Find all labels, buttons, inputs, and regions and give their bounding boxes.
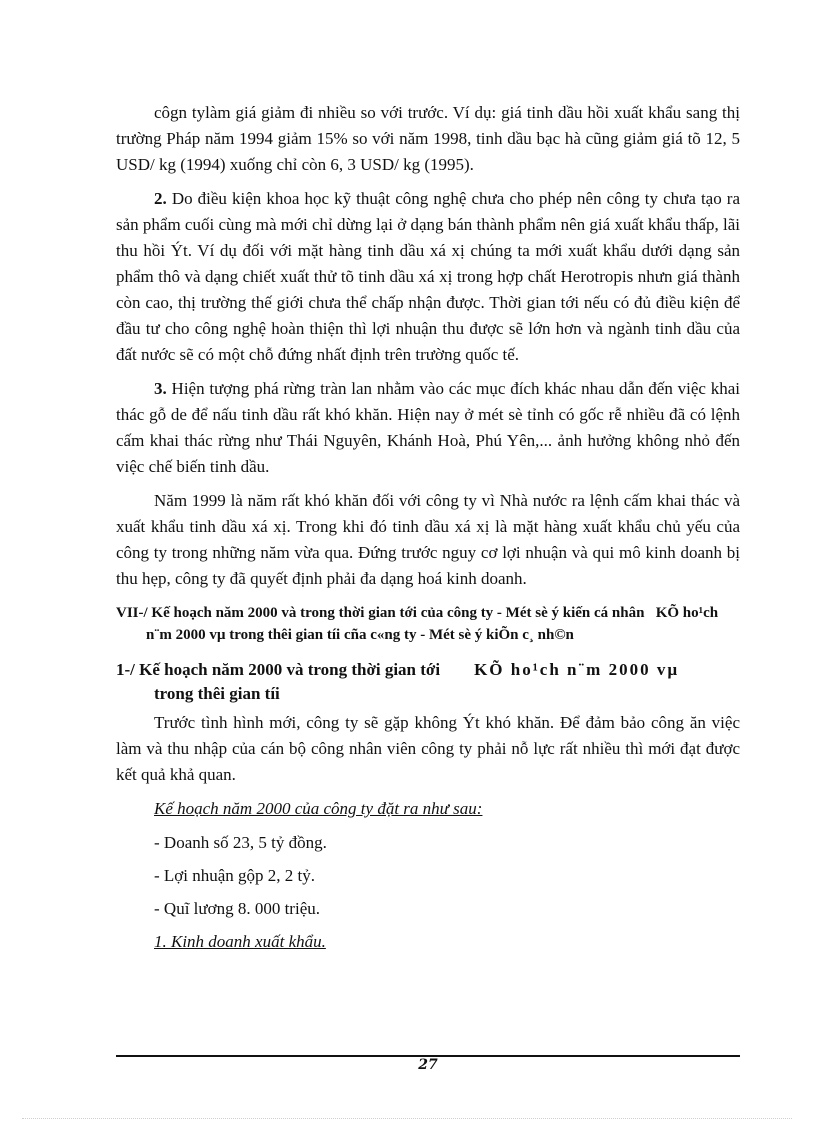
- section-7-title: VII-/ Kế hoạch năm 2000 và trong thời gian tới của công ty - Mét sè ý kiến cá nhân: [116, 605, 645, 621]
- paragraph-2: [116, 186, 740, 368]
- plan-item-profit: - Lợi nhuận gộp 2, 2 tỷ.: [154, 866, 316, 885]
- section-1-heading: [116, 658, 740, 706]
- section-1-title: 1-/ Kế hoạch năm 2000 và trong thời gian tới: [116, 660, 441, 679]
- paragraph-4: Năm 1999 là năm rất khó khăn đối với công ty vì Nhà nước ra lệnh cấm khai thác và xuất khẩu tinh dầu xá xị. Trong khi đó tinh dầu xá xị là mặt hàng xuất khẩu chủ yếu của công ty trong những năm vừa qua. Đứng trước nguy cơ lợi nhuận và qui mô kinh doanh bị thu hẹp, công ty đã quyết định phải đa dạng hoá kinh doanh.: [116, 491, 740, 588]
- paragraph-5: Trước tình hình mới, công ty sẽ gặp không Ýt khó khăn. Để đảm bảo công ăn việc làm và thu nhập của cán bộ công nhân viên công ty phải nỗ lực rất nhiều thì mới đạt được kết quả khả quan.: [116, 713, 740, 784]
- page-content: [116, 100, 740, 955]
- page-edge-dotted-line: [22, 1118, 792, 1119]
- paragraph-3-number: 3.: [154, 379, 167, 398]
- section-7-heading: [116, 602, 740, 646]
- paragraph-3-text: Hiện tượng phá rừng tràn lan nhằm vào các mục đích khác nhau dẫn đến việc khai thác gỗ de để nấu tinh dầu rất khó khăn. Hiện nay ở mét sè tỉnh có gốc rễ nhiều đã có lệnh cấm khai thác rừng như Thái Nguyên, Khánh Hoà, Phú Yên,... ảnh hưởng không nhỏ đến việc chế biến tinh dầu.: [116, 379, 740, 476]
- paragraph-3: [116, 376, 740, 480]
- section-7-garbled: KÕ ho¹ch n¨m 2000 vµ trong thêi gian tíi cña c«ng ty - Mét sè ý kiÕn c¸ nh©n: [146, 605, 719, 643]
- paragraph-2-number: 2.: [154, 189, 167, 208]
- sub-heading-export: 1. Kinh doanh xuất khẩu.: [154, 932, 326, 951]
- section-1-garbled-cont: trong thêi gian tíi: [154, 684, 280, 703]
- paragraph-1: côgn tylàm giá giảm đi nhiều so với trước. Ví dụ: giá tinh dầu hồi xuất khẩu sang thị trường Pháp năm 1994 giảm 15% so với năm 1998, tinh dầu bạc hà cũng giảm giá tõ 12, 5 USD/ kg (1994) xuống chỉ còn 6, 3 USD/ kg (1995).: [116, 103, 740, 174]
- section-1-garbled: KÕ ho¹ch n¨m 2000 vµ: [474, 660, 680, 679]
- plan-item-revenue: - Doanh số 23, 5 tỷ đồng.: [154, 833, 327, 852]
- plan-item-salary: - Quĩ lương 8. 000 triệu.: [154, 899, 320, 918]
- page-number: 27: [418, 1057, 438, 1073]
- paragraph-2-text: Do điều kiện khoa học kỹ thuật công nghệ chưa cho phép nên công ty chưa tạo ra sản phẩm cuối cùng mà mới chỉ dừng lại ở dạng bán thành phẩm nên giá xuất khẩu thấp, lãi thu hồi Ýt. Ví dụ đối với mặt hàng tinh dầu xá xị chúng ta mới xuất khẩu dưới dạng sản phẩm thô và dạng chiết xuất thử tõ tinh dầu xá xị trong hợp chất Herotropis nhưn giá thành còn cao, thị trường thế giới chưa thể chấp nhận được. Thời gian tới nếu có đủ điều kiện để đầu tư cho công nghệ hoàn thiện thì lợi nhuận thu được sẽ lớn hơn và ngành tinh dầu của đất nước sẽ có một chỗ đứng nhất định trên trường quốc tế.: [116, 189, 740, 364]
- plan-heading: Kế hoạch năm 2000 của công ty đặt ra như sau:: [154, 799, 483, 818]
